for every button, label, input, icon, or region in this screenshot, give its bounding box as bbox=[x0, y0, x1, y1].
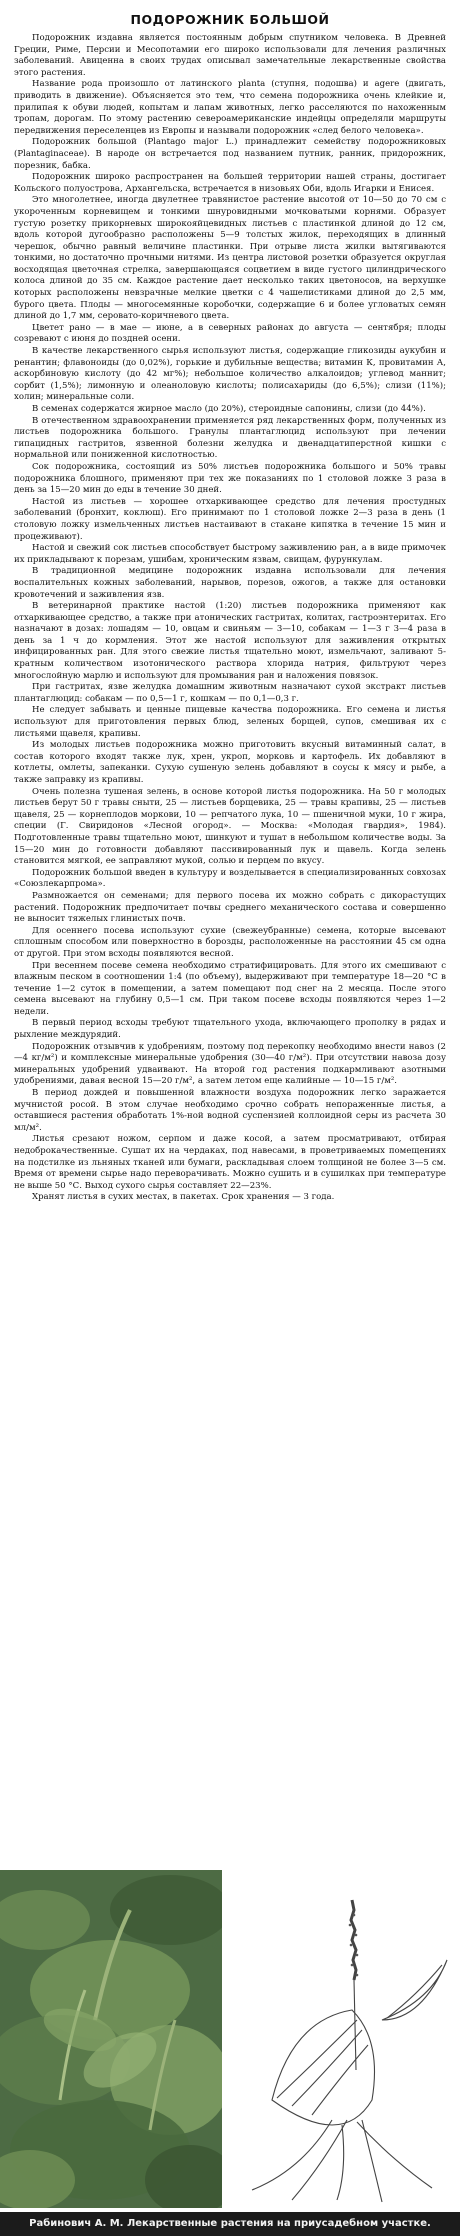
article-paragraph: Подорожник отзывчив к удобрениям, поэтому под перекопку необходимо внести навоз (2—4 кг/м²) и комплексные минеральные удобрения (30—40 г/м²). При отсутствии навоза дозу минеральных удобрений удваивают. На второй год растения подкармливают азотными удобрениями, давая весной 15—20 г/м², а затем летом еще калийные — 10—15 г/м². bbox=[14, 1041, 446, 1087]
article-paragraph: Название рода произошло от латинского planta (ступня, подошва) и agere (двигать, приводить в движение). Объясняется это тем, что семена подорожника очень клейкие и, прилипая к обуви людей, копытам и лапам животных, легко расселяются по нахоженным тропам, дорогам. По этому растению североамериканские индейцы определяли маршруты передвижения переселенцев из Европы и называли подорожник «след белого человека». bbox=[14, 79, 446, 136]
article-paragraph: Подорожник широко распространен на большей территории нашей страны, достигает Кольского полуострова, Архангельска, встречается в низовьях Оби, вдоль Игарки и Енисея. bbox=[14, 172, 446, 194]
article-paragraph: Для осеннего посева используют сухие (свежеубранные) семена, которые высевают сплошным способом или поверхностно в борозды, расположенные на расстоянии 45 см одна от другой. При этом всходы появляются весной. bbox=[14, 925, 446, 959]
article-paragraph: В семенах содержатся жирное масло (до 20%), стероидные сапонины, слизи (до 44%). bbox=[32, 404, 426, 414]
article-paragraph: Сок подорожника, состоящий из 50% листьев подорожника большого и 50% травы подорожника блошного, применяют при тех же показаниях по 1 столовой ложке 3 раза в день за 15—20 мин до еды в течение 30 дней. bbox=[14, 461, 446, 496]
article-paragraph: В ветеринарной практике настой (1:20) листьев подорожника применяют как отхаркивающее средство, а также при атонических гастритах, колитах, гастроэнтеритах. Его назначают в дозах: лошадям — 10, овцам и свиньям — 3—10, собакам — 1—3 г 3—4 раза в день за 1 ч до кормления. Этот же настой используют для заживления открытых инфицированных ран. Для этого свежие листья тщательно моют, измельчают, заливают 5-кратным количеством изотонического раствора хлорида натрия, фильтруют через многослойную марлю и используют для промывания ран и наложения повязок. bbox=[14, 601, 446, 681]
article-paragraph: При весеннем посеве семена необходимо стратифицировать. Для этого их смешивают с влажным песком в соотношении 1:4 (по объему), выдерживают при температуре 18—20 °С в течение 1—2 суток в помещении, а затем помещают под снег на 2 месяца. После этого семена высевают на глубину 0,5—1 см. При таком посеве всходы появляются через 1—2 недели. bbox=[14, 960, 446, 1017]
article-paragraph: Подорожник большой введен в культуру и возделывается в специализированных совхозах «Союзлекарпрома». bbox=[14, 867, 446, 890]
article-paragraph: В отечественном здравоохранении применяется ряд лекарственных форм, полученных из листьев подорожника большого. Гранулы плантаглюцид используют при лечении гипацидных гастритов, язвенной болезни желудка и двенадцатиперстной кишки с нормальной или пониженной кислотностью. bbox=[14, 415, 446, 461]
article-paragraph: В первый период всходы требуют тщательного ухода, включающего прополку в рядах и рыхление междурядий. bbox=[14, 1018, 446, 1041]
article-paragraph: Листья срезают ножом, серпом и даже косой, а затем просматривают, отбирая недоброкачественные. Сушат их на чердаках, под навесами, в проветриваемых помещениях на подстилке из льняных тканей или бумаги, раскладывая слоем толщиной не более 3—5 см. Время от времени сырье надо переворачивать. Можно сушить и в сушилках при температуре не выше 50 °С. Выход сухого сырья составляет 22—23%. bbox=[14, 1134, 446, 1191]
article-body bbox=[14, 33, 446, 1204]
article-paragraph: Настой и свежий сок листьев способствует быстрому заживлению ран, а в виде примочек их прикладывают к порезам, ушибам, хроническим язвам, свищам, фурункулам. bbox=[14, 543, 446, 565]
article-paragraph: Хранят листья в сухих местах, в пакетах. Срок хранения — 3 года. bbox=[32, 1192, 335, 1203]
article-paragraph: Цветет рано — в мае — июне, а в северных районах до августа — сентября; плоды созревают с июня до поздней осени. bbox=[14, 322, 446, 345]
plantain-botanical-drawing-icon bbox=[232, 1870, 460, 2208]
article-paragraph: Подорожник большой (Plantago major L.) принадлежит семейству подорожниковых (Plantaginaceae). В народе он встречается под названием путник, ранник, придорожник, порезник, бабка. bbox=[14, 137, 446, 171]
article-paragraph: Настой из листьев — хорошее отхаркивающее средство для лечения простудных заболеваний (бронхит, коклюш). Его принимают по 1 столовой ложке 2—3 раза в день (1 столовую ложку измельченных листьев настаивают в стакане кипятка в течение 15 мин и процеживают). bbox=[14, 496, 446, 542]
article-paragraph: Не следует забывать и ценные пищевые качества подорожника. Его семена и листья используют для приготовления первых блюд, зеленых борщей, супов, смешивая их с листьями щавеля, крапивы. bbox=[14, 705, 446, 739]
plantain-photo-icon bbox=[0, 1870, 222, 2208]
article-paragraph: Подорожник издавна является постоянным добрым спутником человека. В Древней Греции, Риме, Персии и Месопотамии его широко использовали для лечения различных заболеваний. Авиценна в своих трудах описывал замечательные лекарственные свойства этого растения. bbox=[14, 33, 446, 78]
plantain-drawing-svg bbox=[232, 1870, 460, 2208]
article-paragraph: При гастритах, язве желудка домашним животным назначают сухой экстракт листьев плантаглюцид: собакам — по 0,5—1 г, кошкам — по 0,1—0,3 г. bbox=[14, 682, 446, 704]
source-caption: Рабинович А. М. Лекарственные растения на приусадебном участке. bbox=[0, 2212, 460, 2236]
article-paragraph: В качестве лекарственного сырья используют листья, содержащие гликозиды аукубин и ренантин; флавоноиды (до 0,02%), горькие и дубильные вещества; витамин К, провитамин А, аскорбиновую кислоту (до 42 мг%); небольшое количество алкалоидов; углевод маннит; сорбит (1,5%); лимонную и олеаноловую кислоты; полисахариды (до 6,5%); слизи (11%); холин; минеральные соли. bbox=[14, 346, 446, 403]
article-paragraph: Очень полезна тушеная зелень, в основе которой листья подорожника. На 50 г молодых листьев берут 50 г травы сныти, 25 — листьев борщевика, 25 — травы крапивы, 25 — листьев щавеля, 25 — корнеплодов моркови, 10 — репчатого лука, 10 — пшеничной муки, 10 г жира, специи (Г. Свиридонов «Лесной огород». — Москва: «Молодая гвардия», 1984). Подготовленные травы тщательно моют, шинкуют и тушат в небольшом количестве воды. За 15—20 мин до готовности добавляют пассивированный лук и щавель. Когда зелень становится мягкой, ее заправляют мукой, солью и перцем по вкусу. bbox=[14, 786, 446, 867]
article-paragraph: Из молодых листьев подорожника можно приготовить вкусный витаминный салат, в состав которого входят также лук, хрен, укроп, морковь и картофель. Их добавляют в котлеты, омлеты, запеканки. Сухую сушеную зелень добавляют в соусы к мясу и рыбе, а также заправку из крапивы. bbox=[14, 740, 446, 785]
article-paragraph: Размножается он семенами; для первого посева их можно собрать с дикорастущих растений. Подорожник предпочитает почвы среднего механического состава и совершенно не выносит тяжелых глинистых почв. bbox=[14, 890, 446, 925]
article-title: ПОДОРОЖНИК БОЛЬШОЙ bbox=[130, 12, 330, 27]
article-paragraph: Это многолетнее, иногда двулетнее травянистое растение высотой от 10—50 до 70 см с укороченным корневищем и тонкими шнуровидными мочковатыми корнями. Образует густую розетку прикорневых широкояйцевидных листьев с пластинкой длиной до 12 см, вдоль которой дугообразно расположены 5—9 толстых жилок, переходящих в длинный черешок, обычно равный величине пластинки. При отрыве листа жилки вытягиваются тонкими, но достаточно прочными нитями. Из центра листовой розетки образуется округлая восходящая цветочная стрелка, завершающаяся соцветием в виде густого цилиндрического колоса длиной до 35 см. Каждое растение дает несколько таких цветоносов, на верхушке которых расположены невзрачные мелкие цветки с 4 чашелистиками длиной до 2,5 мм, бурого цвета. Плоды — многосемянные коробочки, содержащие 6 и более угловатых семян длиной до 1,7 мм, серовато-коричневого цвета. bbox=[14, 195, 446, 322]
article-paragraph: В период дождей и повышенной влажности воздуха подорожник легко заражается мучнистой росой. В этом случае необходимо срочно собрать непораженные листья, а оставшиеся растения обработать 1%-ной водной суспензией коллоидной серы из расчета 30 мл/м². bbox=[14, 1088, 446, 1133]
article-paragraph: В традиционной медицине подорожник издавна использовали для лечения воспалительных кожных заболеваний, нарывов, порезов, ожогов, а также для остановки кровотечений и заживления язв. bbox=[14, 566, 446, 600]
plantain-photo-svg bbox=[0, 1870, 222, 2208]
illustrations bbox=[0, 1870, 460, 2210]
